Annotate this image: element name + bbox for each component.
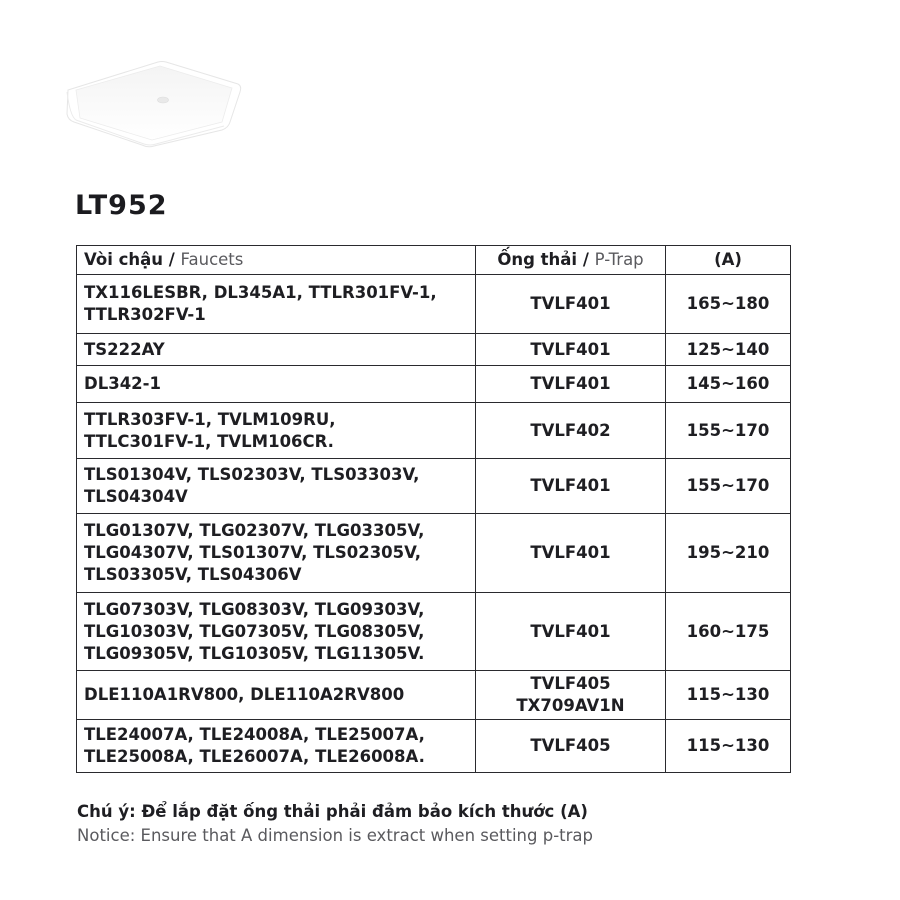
header-ptrap: Ống thải / P-Trap [476,246,666,275]
dimension-a-cell: 195~210 [666,514,791,593]
ptrap-cell [476,366,666,403]
ptrap-cell-line: TVLF401 [530,476,611,495]
compatibility-table [76,245,791,773]
faucet-models-cell [77,593,476,671]
header-faucets: Vòi chậu / Faucets [77,246,476,275]
washbasin-image [62,44,242,148]
faucet-models-cell-line: TTLR303FV-1, TVLM109RU, [84,409,336,429]
table-row [77,403,791,459]
faucet-models-cell-line: TLG10303V, TLG07305V, TLG08305V, [84,621,425,641]
table-row [77,275,791,334]
faucet-models-cell [77,671,476,720]
table-header-row [77,246,791,275]
faucet-models-cell-line: TLE25008A, TLE26007A, TLE26008A. [84,747,425,766]
ptrap-cell [476,403,666,459]
ptrap-cell [476,275,666,334]
table-row [77,671,791,720]
faucet-models-cell-line: TLE24007A, TLE24008A, TLE25007A, [84,725,425,744]
faucet-models-cell-line: TX116LESBR, DL345A1, TTLR301FV-1, [84,283,437,302]
faucet-models-cell [77,403,476,459]
header-dimension: (A) [666,246,791,275]
faucet-models-cell [77,459,476,514]
dimension-a-cell: 155~170 [666,403,791,459]
table-row [77,514,791,593]
dimension-a-cell: 155~170 [666,459,791,514]
ptrap-cell-line: TVLF401 [530,339,611,359]
table-row [77,366,791,403]
faucet-models-cell [77,720,476,773]
ptrap-cell-line: TVLF401 [530,374,611,393]
faucet-models-cell [77,514,476,593]
faucet-models-cell [77,275,476,334]
ptrap-cell [476,459,666,514]
ptrap-cell-line: TVLF405 [530,736,611,755]
faucet-models-cell-line: TLG07303V, TLG08303V, TLG09303V, [84,599,425,619]
faucet-models-cell-line: TLG09305V, TLG10305V, TLG11305V. [84,643,425,663]
model-title: LT952 [75,190,168,221]
dimension-a-cell: 115~130 [666,720,791,773]
faucet-models-cell-line: TTLC301FV-1, TVLM106CR. [84,431,334,451]
ptrap-cell [476,720,666,773]
ptrap-cell-line: TVLF401 [530,621,611,641]
faucet-models-cell-line: TLS03305V, TLS04306V [84,565,302,584]
ptrap-cell [476,593,666,671]
dimension-a-cell: 115~130 [666,671,791,720]
ptrap-cell-line: TVLF401 [530,543,611,562]
faucet-models-cell [77,334,476,366]
faucet-models-cell [77,366,476,403]
ptrap-cell-line: TVLF402 [530,420,611,440]
ptrap-cell [476,671,666,720]
dimension-a-cell: 160~175 [666,593,791,671]
table-row [77,593,791,671]
faucet-models-cell-line: TLG04307V, TLS01307V, TLS02305V, [84,543,422,562]
dimension-a-cell: 125~140 [666,334,791,366]
notice-vietnamese: Chú ý: Để lắp đặt ống thải phải đảm bảo kích thước (A) [77,802,588,821]
faucet-models-cell-line: TLS04304V [84,487,188,506]
faucet-models-cell-line: DLE110A1RV800, DLE110A2RV800 [84,685,405,704]
faucet-models-cell-line: TS222AY [84,339,165,359]
table-row [77,334,791,366]
dimension-a-cell: 165~180 [666,275,791,334]
faucet-models-cell-line: TLG01307V, TLG02307V, TLG03305V, [84,521,425,540]
notice [77,800,593,848]
notice-english: Notice: Ensure that A dimension is extract when setting p-trap [77,826,593,845]
ptrap-cell [476,514,666,593]
table-row [77,459,791,514]
table-row [77,720,791,773]
ptrap-cell-line: TX709AV1N [516,696,625,715]
ptrap-cell-line: TVLF401 [530,294,611,313]
faucet-models-cell-line: DL342-1 [84,374,161,393]
faucet-models-cell-line: TLS01304V, TLS02303V, TLS03303V, [84,465,420,484]
faucet-models-cell-line: TTLR302FV-1 [84,305,206,324]
dimension-a-cell: 145~160 [666,366,791,403]
ptrap-cell-line: TVLF405 [530,674,611,693]
ptrap-cell [476,334,666,366]
